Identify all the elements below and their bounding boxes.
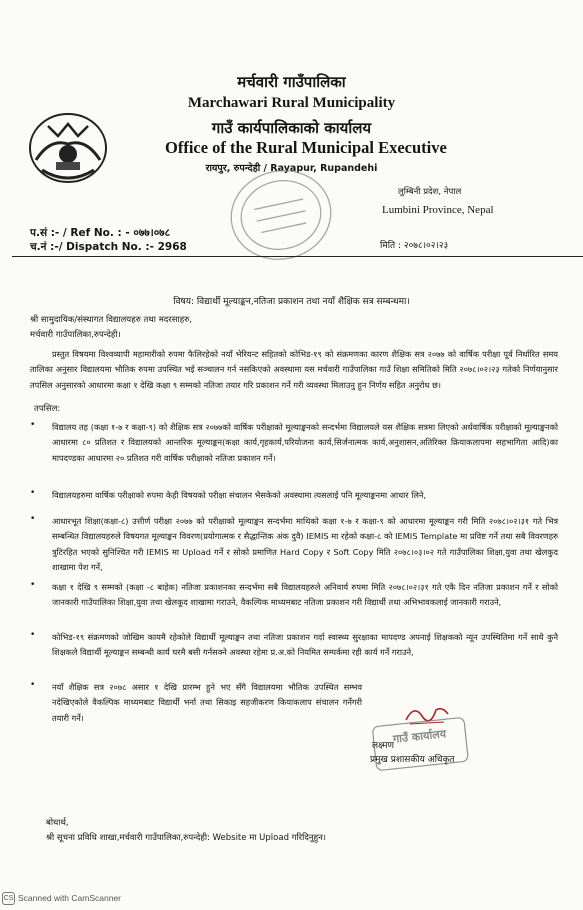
office-name-np: गाउँ कार्यपालिकाको कार्यालय [211,119,372,137]
municipality-name-np: मर्चवारी गाउँपालिका [237,73,346,91]
office-address: रायपुर, रुपन्देही / Rayapur, Rupandehi [205,163,378,174]
addressee-line-1: श्री सामुदायिक/संस्थागत विद्यालयहरु तथा मदरसाहरु, [30,315,193,325]
municipality-name-en: Marchawari Rural Municipality [187,95,396,111]
bullet-icon: • [30,514,36,524]
scanner-footer [2,892,121,905]
bullet-icon: • [30,630,36,640]
camscanner-logo-icon: CS [2,892,15,905]
scanner-text: Scanned with CamScanner [18,892,122,903]
office-stamp-icon [226,164,336,266]
seal-text: गाउँ कार्यालय [392,727,447,746]
signer-title: प्रमुख प्रशासकीय अधिकृत [370,755,455,765]
letter-date: मिति : २०७८।०२।२३ [380,241,449,251]
dispatch-number: च.नं :-/ Dispatch No. :- 2968 [30,241,187,253]
list-item-text: नयाँ शैक्षिक सत्र २०७८ असार १ देखि प्रारम्भ हुने भए सँगै विद्यालयमा भौतिक उपस्थित सम्भव नदेखिएकोले वैकल्पिक माध्यमबाट विद्यार्थी भर्ना तथा सिकाइ सहजीकरण कियाकलाप संचालन गर्नेगरी तयारी गर्ने। [52,682,362,723]
bullet-icon: • [30,420,36,430]
header-divider [12,256,583,257]
bullet-icon: • [30,580,36,590]
letter-subject: विषय: विद्यार्थी मूल्याङ्कन,नतिजा प्रकाशन तथा नयाँ शैक्षिक सत्र सम्बन्धमा। [173,297,410,307]
list-item-text: विद्यालयहरुमा वार्षिक परीक्षाको रुपमा केही विषयको परीक्षा संचालन भैसकेको अवस्थामा त्यसलाई पनि मूल्याङ्कनमा आधार लिने, [52,490,427,500]
province-np: लुम्बिनी प्रदेश, नेपाल [398,187,462,197]
bullet-icon: • [30,488,36,498]
intro-paragraph: प्रस्तुत विषयमा विश्वव्यापी महामारीको रुपमा फैलिरहेको नयाँ भेरियन्ट सहितको कोभिड-१९ को संक्रमणका कारण शैक्षिक सत्र २०७७ को वार्षिक परीक्षा पूर्व निर्धारित समय तालिका अनुसार विद्यालयमा भौतिक रुपमा उपस्थित भई सञ्चालन गर्न नसकिएको अवस्थामा यस मर्चवारी गाउँपालिका गाउँ शिक्षा समितिको मिति २०७८।०२।२३ गतेको निर्णयानुसार तपसिल अनुसारको आधारमा कक्षा १ देखि कक्षा ९ सम्मको नतिजा तयार गरि प्रकाशन गर्ने गरी व्यवस्था मिलाउनु हुन निर्णय सहित अनुरोध छ। [30,349,558,390]
list-item-text: विद्यालय तह (कक्षा १-७ र कक्षा-९) को शैक्षिक सत्र २०७७को वार्षिक परीक्षाको मूल्याङ्कनको सन्दर्भमा विद्यालयले यस शैक्षिक सत्रमा लिएको अर्धवार्षिक परीक्षाको मूल्याङ्कनको आधारमा ८० प्रतिशत र विद्यालयको आन्तरिक मूल्याङ्कन(कक्षा कार्य,गृहकार्य,परियोजना कार्य,सिर्जनात्मक कार्य,अनुशासन,अतिरिक्त क्रियाकलापमा सहभागिता आदि)का मापदण्डका आधारमा २० प्रतिशत गरी वार्षिक परीक्षाको नतिजा प्रकाशन गर्ने। [52,422,558,463]
cc-line: श्री सूचना प्रविधि शाखा,मर्चवारी गाउँपालिका,रुपन्देही: Website मा Upload गरिदिनुहुन। [46,833,327,843]
addressee-line-2: मर्चवारी गाउँपालिका,रुपन्देही। [30,330,121,340]
office-name-en: Office of the Rural Municipal Executive [165,138,447,157]
bullet-icon: • [30,680,36,690]
list-item-text: आधारभूत शिक्षा(कक्षा-८) उत्तीर्ण परीक्षा २०७७ को परीक्षाको मूल्याङ्कन सन्दर्भमा माथिको कक्षा १-७ र कक्षा-९ को आधारमा मूल्याङ्कन गरी मिति २०७८।०२।३१ गते भित्र सम्बन्धित विद्यालयहरुले विषयगत मूल्याङ्कन विवरण(प्रयोगात्मक र सैद्धान्तिक अंक दुवै) IEMIS मा रहेको कक्षा-८ को IEMIS Template मा प्रविष्ट गर्ने तथा सबै विवरणहरु त्रुटिरहित भएको सुनिश्चित गरी IEMIS मा Upload गर्ने र सोको प्रमाणित Hard Copy र Soft Copy मिति २०७८।०३।०२ गते गाउँपालिका शिक्षा,युवा तथा खेलकुद शाखामा पेश गर्ने, [52,516,558,573]
province-en: Lumbini Province, Nepal [382,204,494,216]
list-item-text: कोभिड-१९ संक्रमणको जोखिम कायमै रहेकोले विद्यार्थी मूल्याङ्कन तथा नतिजा प्रकाशन गर्दा स्वास्थ्य सुरक्षाका मापदण्ड अपनाई शिक्षकको न्यून उपस्थितिमा गर्ने साथै कुनै शिक्षकले विद्यार्थी मूल्याङ्कन सम्बन्धी कार्य घरमै बसी गर्नसक्ने अवस्था रहेमा प्र.अ.को नियमित सम्पर्कमा रही कार्य गर्ने गराउने, [52,632,558,658]
cc-label: बोधार्थ, [46,818,69,828]
list-item-text: कक्षा १ देखि ९ सम्मको (कक्षा -८ बाहेक) नतिजा प्रकाशनका सन्दर्भमा सबै विद्यालयहरुले अनिवार्य रुपमा मिति २०७८।०२।३१ गते एकै दिन नतिजा प्रकाशन गर्ने र सोको जानकारी गाउँपालिका शिक्षा,युवा तथा खेलकूद शाखामा गराउने, वैकल्पिक माध्यमबाट नतिजा प्रकाशन गरी विद्यार्थी तथा अभिभावकलाई जानकारी गराउने, [52,582,558,608]
signer-name: लक्ष्मण [372,741,394,751]
reference-number: प.सं :- / Ref No. : - ०७७।०७८ [30,227,171,239]
list-label: तपसिल: [34,404,61,414]
